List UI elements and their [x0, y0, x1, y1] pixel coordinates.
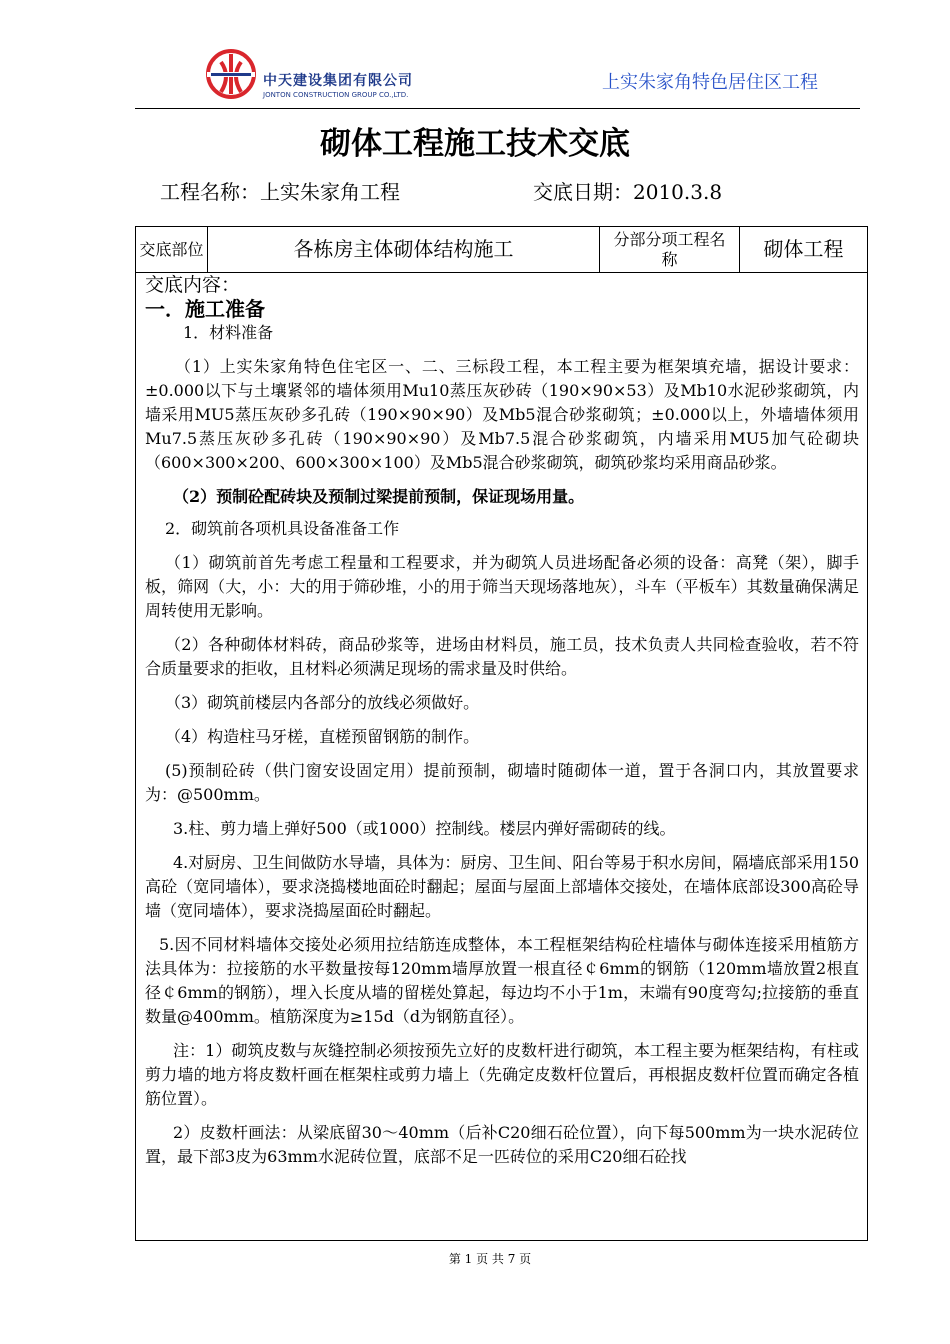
company-name	[263, 70, 413, 99]
paragraph: （2）预制砼配砖块及预制过梁提前预制，保证现场用量。	[173, 487, 585, 506]
company-logo-icon	[205, 48, 257, 100]
paragraph: 注：1）砌筑皮数与灰缝控制必须按预先立好的皮数杆进行砌筑，本工程主要为框架结构，有柱或剪力墙的地方将皮数杆画在框架柱或剪力墙上（先确定皮数杆位置后，再根据皮数杆位置而确定各植筋位置）。	[145, 1041, 859, 1108]
paragraph: （2）各种砌体材料砖，商品砂浆等，进场由材料员，施工员，技术负责人共同检查验收，若不符合质量要求的拒收，且材料必须满足现场的需求量及时供给。	[145, 635, 859, 678]
disclosure-table	[135, 226, 868, 1241]
paragraph: 4.对厨房、卫生间做防水导墙，具体为：厨房、卫生间、阳台等易于积水房间，隔墙底部采用150高砼（宽同墙体），要求浇捣楼地面砼时翻起；屋面与屋面上部墙体交接处，在墙体底部设300高砼导墙（宽同墙体），要求浇捣屋面砼时翻起。	[145, 853, 859, 920]
table-header-row	[136, 227, 867, 273]
disclosure-date: 交底日期：2010.3.8	[533, 180, 723, 204]
project-name: 工程名称：上实朱家角工程	[160, 180, 400, 204]
paragraph: 5.因不同材料墙体交接处必须用拉结筋连成整体，本工程框架结构砼柱墙体与砌体连接采用植筋方法具体为：拉接筋的水平数量按每120mm墙厚放置一根直径￠6mm的钢筋（120mm墙放置2根直径￠6mm的钢筋），埋入长度从墙的留槎处算起，每边均不小于1m，末端有90度弯勾;拉接筋的垂直数量@400mm。植筋深度为≥15d（d为钢筋直径）。	[145, 935, 859, 1026]
paragraph: 2）皮数杆画法：从梁底留30～40mm（后补C20细石砼位置），向下每500mm为一块水泥砖位置，最下部3皮为63mm水泥砖位置，底部不足一匹砖位的采用C20细石砼找	[145, 1123, 859, 1166]
company-name-en: JONTON CONSTRUCTION GROUP CO.,LTD.	[263, 91, 409, 99]
content-label: 交底内容：	[145, 274, 241, 296]
subproject-value: 砌体工程	[763, 237, 844, 261]
page-header	[135, 40, 860, 109]
paragraph: 3.柱、剪力墙上弹好500（或1000）控制线。楼层内弹好需砌砖的线。	[173, 819, 676, 838]
part-label: 交底部位	[136, 227, 208, 272]
page-footer: 第 1 页 共 7 页	[448, 1252, 532, 1266]
company-name-cn: 中天建设集团有限公司	[263, 73, 413, 89]
paragraph: (5)预制砼砖（供门窗安设固定用）提前预制，砌墙时随砌体一道，置于各洞口内，其放置要求为：@500mm。	[145, 761, 859, 804]
subproject-label: 分部分项工程名 称	[600, 227, 740, 272]
paragraph: （3）砌筑前楼层内各部分的放线必须做好。	[165, 693, 480, 712]
paragraph: 1．材料准备	[183, 323, 274, 342]
paragraph: （1）上实朱家角特色住宅区一、二、三标段工程，本工程主要为框架填充墙，据设计要求：±0.000以下与土壤紧邻的墙体须用Mu10蒸压灰砂砖（190×90×53）及Mb10水泥砂浆砌筑，内墙采用MU5蒸压灰砂多孔砖（190×90×90）及Mb5混合砂浆砌筑；±0.000以上，外墙墙体须用Mu7.5蒸压灰砂多孔砖（190×90×90）及Mb7.5混合砂浆砌筑，内墙采用MU5加气砼砌块（600×300×200、600×300×100）及Mb5混合砂浆砌筑，砌筑砂浆均采用商品砂浆。	[145, 357, 859, 472]
part-value: 各栋房主体砌体结构施工	[208, 227, 600, 272]
paragraph: （1）砌筑前首先考虑工程量和工程要求，并为砌筑人员进场配备必须的设备：高凳（架），脚手板，筛网（大，小：大的用于筛砂堆，小的用于筛当天现场落地灰），斗车（平板车）其数量确保满足周转使用无影响。	[145, 553, 859, 620]
document-title: 砌体工程施工技术交底	[320, 126, 630, 162]
section-title: 一．施工准备	[145, 297, 265, 321]
header-project-name: 上实朱家角特色居住区工程	[602, 72, 818, 93]
disclosure-content	[136, 273, 867, 1240]
paragraph: 2．砌筑前各项机具设备准备工作	[165, 519, 400, 538]
paragraph: （4）构造柱马牙槎，直槎预留钢筋的制作。	[165, 727, 480, 746]
